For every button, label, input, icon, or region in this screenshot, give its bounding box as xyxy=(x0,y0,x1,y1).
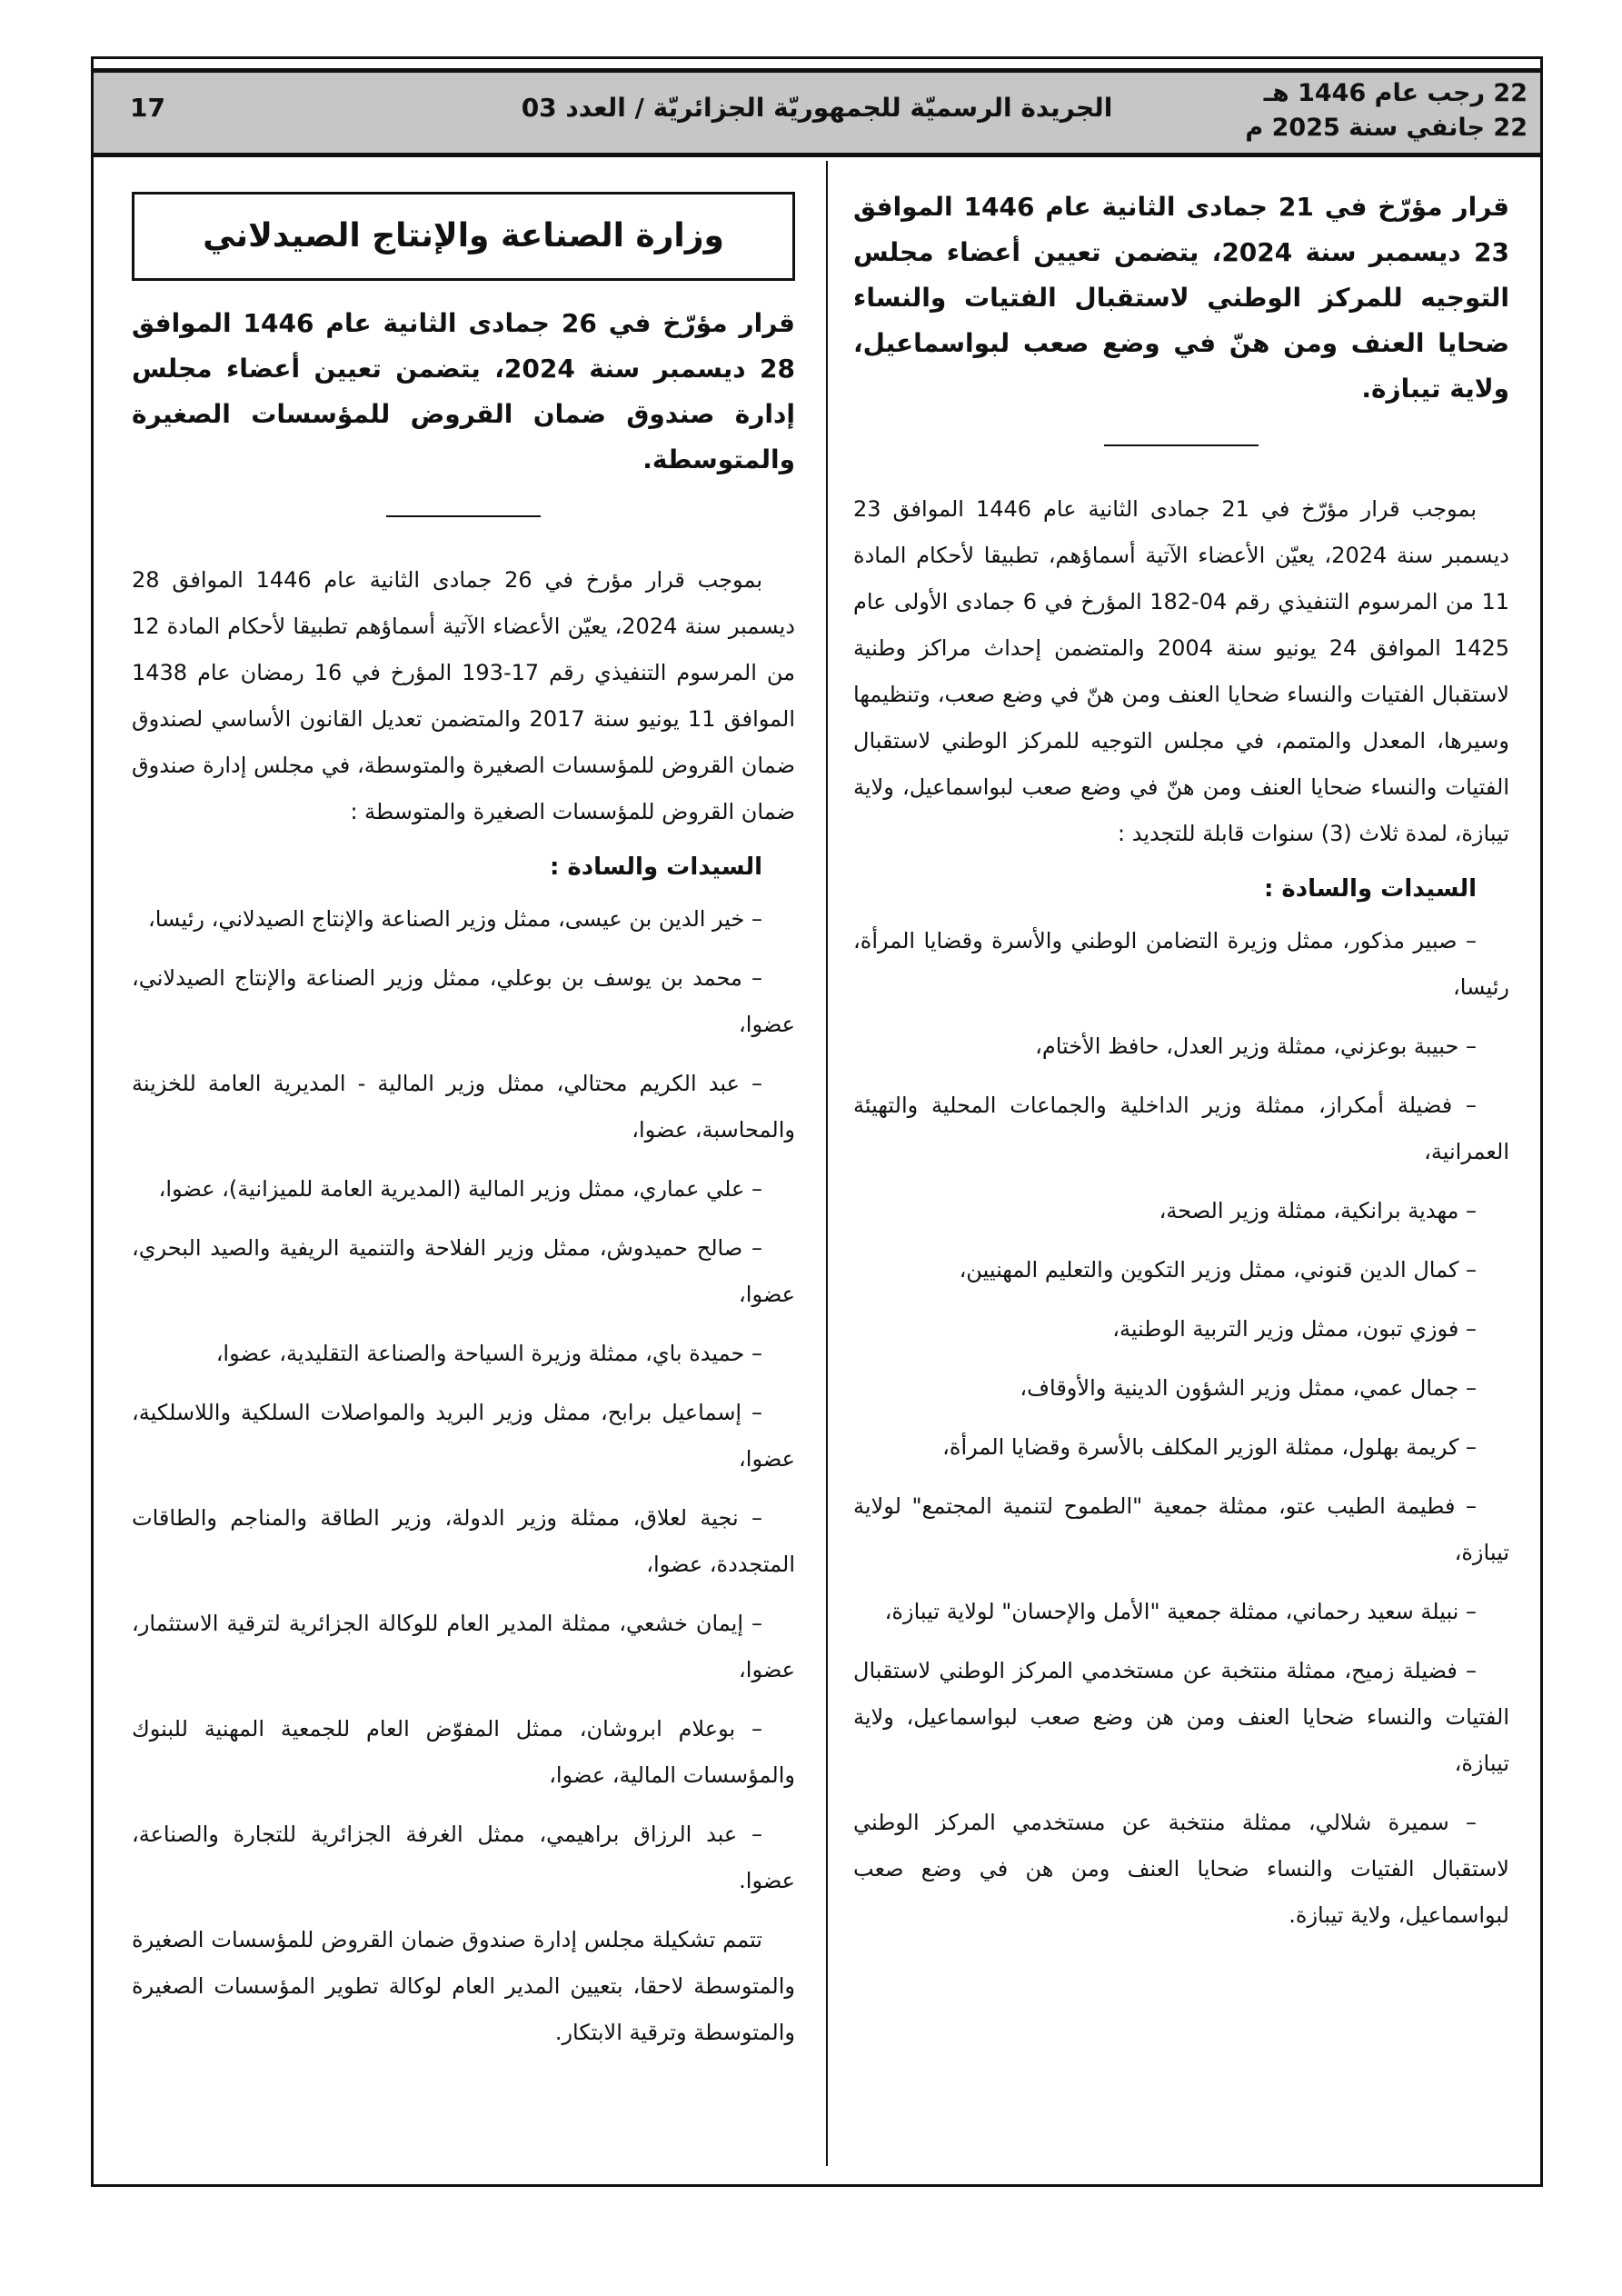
members-heading: السيدات والسادة : xyxy=(549,854,762,881)
column-divider xyxy=(826,161,828,2166)
member-item: – جمال عمي، ممثل وزير الشؤون الدينية والأوقاف، xyxy=(1020,1375,1477,1401)
member-item: – كريمة بهلول، ممثلة الوزير المكلف بالأسرة وقضايا المرأة، xyxy=(942,1434,1477,1460)
page-frame xyxy=(91,56,1543,2187)
closing-paragraph: تتمم تشكيلة مجلس إدارة صندوق ضمان القروض للمؤسسات الصغيرة والمتوسطة لاحقا، بتعيين المدير العام لوكالة تطوير المؤسسات الصغيرة والمتوسطة وترقية الابتكار. xyxy=(132,1927,795,2045)
member-item: – عبد الرزاق براهيمي، ممثل الغرفة الجزائرية للتجارة والصناعة، عضوا. xyxy=(132,1822,795,1893)
ministry-title-box: وزارة الصناعة والإنتاج الصيدلاني xyxy=(132,192,795,281)
member-item: – بوعلام ابروشان، ممثل المفوّض العام للجمعية المهنية للبنوك والمؤسسات المالية، عضوا، xyxy=(132,1716,795,1788)
decree-body: بموجب قرار مؤرّخ في 21 جمادى الثانية عام 1446 الموافق 23 ديسمبر سنة 2024، يعيّن الأعضاء الآتية أسماؤهم، تطبيقا لأحكام المادة 11 من المرسوم التنفيذي رقم 04-182 المؤرخ في 6 جمادى الأولى عام 1425 الموافق 24 يونيو سنة 2004 والمتضمن إحداث مراكز وطنية لاستقبال الفتيات والنساء ضحايا العنف ومن هنّ في وضع صعب، وتنظيمها وسيرها، المعدل والمتمم، في مجلس التوجيه للمركز الوطني لاستقبال الفتيات والنساء ضحايا العنف ومن هنّ في وضع صعب لبواسماعيل، ولاية تيبازة، لمدة ثلاث (3) سنوات قابلة للتجديد : xyxy=(853,496,1510,846)
left-column xyxy=(132,192,795,2056)
separator xyxy=(386,515,541,517)
member-item: – صالح حميدوش، ممثل وزير الفلاحة والتنمية الريفية والصيد البحري، عضوا، xyxy=(132,1235,795,1307)
members-list xyxy=(132,896,795,1904)
decree-body: بموجب قرار مؤرخ في 26 جمادى الثانية عام 1446 الموافق 28 ديسمبر سنة 2024، يعيّن الأعضاء الآتية أسماؤهم تطبيقا لأحكام المادة 12 من المرسوم التنفيذي رقم 17-193 المؤرخ في 16 رمضان عام 1438 الموافق 11 يونيو سنة 2017 والمتضمن تعديل القانون الأساسي لصندوق ضمان القروض للمؤسسات الصغيرة والمتوسطة، في مجلس إدارة صندوق ضمان القروض للمؤسسات الصغيرة والمتوسطة : xyxy=(132,567,796,824)
decree-title: قرار مؤرّخ في 21 جمادى الثانية عام 1446 الموافق 23 ديسمبر سنة 2024، يتضمن تعيين أعضاء مجلس التوجيه للمركز الوطني لاستقبال الفتيات والنساء ضحايا العنف ومن هنّ في وضع صعب لبواسماعيل، ولاية تيبازة. xyxy=(853,192,1509,404)
member-item: – حميدة باي، ممثلة وزيرة السياحة والصناعة التقليدية، عضوا، xyxy=(215,1341,762,1366)
member-item: – نجية لعلاق، ممثلة وزير الدولة، وزير الطاقة والمناجم والطاقات المتجددة، عضوا، xyxy=(132,1505,795,1577)
member-item: – خير الدين بن عيسى، ممثل وزير الصناعة والإنتاج الصيدلاني، رئيسا، xyxy=(148,906,762,932)
right-column xyxy=(853,185,1509,1952)
member-item: – إسماعيل برابح، ممثل وزير البريد والمواصلات السلكية واللاسلكية، عضوا، xyxy=(132,1400,795,1472)
member-item: – حبيبة بوعزني، ممثلة وزير العدل، حافظ الأختام، xyxy=(1035,1033,1477,1059)
gregorian-date: 22 جانفي سنة 2025 م xyxy=(1245,114,1527,142)
member-item: – فضيلة زميح، ممثلة منتخبة عن مستخدمي المركز الوطني لاستقبال الفتيات والنساء ضحايا العنف ومن هن وضع صعب لبواسماعيل، ولاية تيبازة، xyxy=(853,1658,1509,1776)
separator xyxy=(1104,444,1259,446)
member-item: – عبد الكريم محتالي، ممثل وزير المالية - المديرية العامة للخزينة والمحاسبة، عضوا، xyxy=(132,1071,795,1143)
member-item: – إيمان خشعي، ممثلة المدير العام للوكالة الجزائرية لترقية الاستثمار، عضوا، xyxy=(132,1611,795,1682)
member-item: – كمال الدين قنوني، ممثل وزير التكوين والتعليم المهنيين، xyxy=(959,1257,1477,1283)
page-number: 17 xyxy=(130,93,165,123)
gazette-title: الجريدة الرسميّة للجمهوريّة الجزائريّة / العدد 03 xyxy=(521,93,1113,123)
member-item: – علي عماري، ممثل وزير المالية (المديرية العامة للميزانية)، عضوا، xyxy=(158,1176,762,1202)
members-list xyxy=(853,918,1509,1939)
member-item: – سميرة شلالي، ممثلة منتخبة عن مستخدمي المركز الوطني لاستقبال الفتيات والنساء ضحايا العنف ومن هن في وضع صعب لبواسماعيل، ولاية تيبازة. xyxy=(853,1810,1509,1928)
member-item: – محمد بن يوسف بن بوعلي، ممثل وزير الصناعة والإنتاج الصيدلاني، عضوا، xyxy=(132,965,795,1037)
member-item: – نبيلة سعيد رحماني، ممثلة جمعية "الأمل والإحسان" لولاية تيبازة، xyxy=(884,1599,1477,1624)
member-item: – فطيمة الطيب عتو، ممثلة جمعية "الطموح لتنمية المجتمع" لولاية تيبازة، xyxy=(853,1493,1509,1565)
gazette-header xyxy=(94,68,1540,157)
member-item: – صبير مذكور، ممثل وزيرة التضامن الوطني والأسرة وقضايا المرأة، رئيسا، xyxy=(853,928,1509,1000)
hijri-date: 22 رجب عام 1446 هـ xyxy=(1263,79,1527,107)
members-heading: السيدات والسادة : xyxy=(1263,875,1477,903)
member-item: – مهدية برانكية، ممثلة وزير الصحة، xyxy=(1159,1198,1477,1223)
decree-title: قرار مؤرّخ في 26 جمادى الثانية عام 1446 الموافق 28 ديسمبر سنة 2024، يتضمن تعيين أعضاء مجلس إدارة صندوق ضمان القروض للمؤسسات الصغيرة والمتوسطة. xyxy=(132,308,795,474)
member-item: – فضيلة أمكراز، ممثلة وزير الداخلية والجماعات المحلية والتهيئة العمرانية، xyxy=(853,1093,1509,1164)
member-item: – فوزي تبون، ممثل وزير التربية الوطنية، xyxy=(1112,1316,1477,1342)
